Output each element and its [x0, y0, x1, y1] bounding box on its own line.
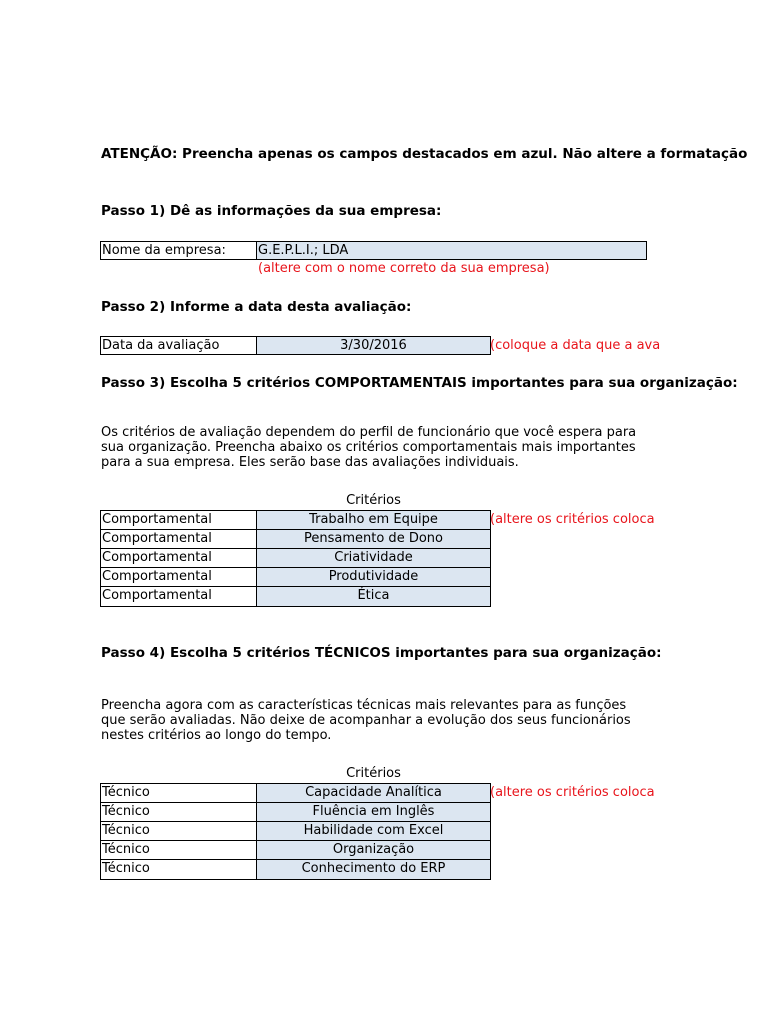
- technical-criteria-note: (altere os critérios coloca: [490, 785, 655, 800]
- company-name-note: (altere com o nome correto da sua empresa): [258, 261, 550, 276]
- criteria-input[interactable]: Pensamento de Dono: [256, 529, 491, 549]
- criteria-type-cell: Técnico: [100, 840, 257, 860]
- step1-title: Passo 1) Dê as informações da sua empresa:: [101, 203, 442, 219]
- criteria-input[interactable]: Capacidade Analítica: [256, 783, 491, 803]
- criteria-type-cell: Técnico: [100, 821, 257, 841]
- criteria-type-cell: Comportamental: [100, 510, 257, 530]
- company-name-input[interactable]: G.E.P.L.I.; LDA: [256, 241, 647, 260]
- criteria-input[interactable]: Organização: [256, 840, 491, 860]
- criteria-input[interactable]: Habilidade com Excel: [256, 821, 491, 841]
- step3-criteria-header: Critérios: [346, 493, 401, 508]
- step4-title: Passo 4) Escolha 5 critérios TÉCNICOS importantes para sua organização:: [101, 645, 662, 661]
- step3-paragraph: Os critérios de avaliação dependem do perfil de funcionário que você espera para sua organização. Preencha abaixo os critérios comportamentais mais importantes para a sua empresa. Eles serão base das avaliações individuais.: [101, 425, 637, 470]
- evaluation-date-input[interactable]: 3/30/2016: [256, 336, 491, 355]
- evaluation-date-note: (coloque a data que a ava: [490, 338, 661, 353]
- step3-title: Passo 3) Escolha 5 critérios COMPORTAMENTAIS importantes para sua organização:: [101, 375, 738, 391]
- step4-criteria-header: Critérios: [346, 766, 401, 781]
- criteria-input[interactable]: Criatividade: [256, 548, 491, 568]
- criteria-input[interactable]: Fluência em Inglês: [256, 802, 491, 822]
- step2-title: Passo 2) Informe a data desta avaliação:: [101, 299, 412, 315]
- criteria-type-cell: Técnico: [100, 783, 257, 803]
- criteria-type-cell: Comportamental: [100, 529, 257, 549]
- evaluation-date-label: Data da avaliação: [100, 336, 257, 355]
- behavioral-criteria-note: (altere os critérios coloca: [490, 512, 655, 527]
- criteria-type-cell: Comportamental: [100, 567, 257, 587]
- criteria-input[interactable]: Ética: [256, 586, 491, 607]
- criteria-type-cell: Comportamental: [100, 586, 257, 607]
- criteria-type-cell: Comportamental: [100, 548, 257, 568]
- criteria-type-cell: Técnico: [100, 802, 257, 822]
- company-name-label: Nome da empresa:: [100, 241, 257, 260]
- criteria-type-cell: Técnico: [100, 859, 257, 880]
- step4-paragraph: Preencha agora com as características técnicas mais relevantes para as funções que serão avaliadas. Não deixe de acompanhar a evolução dos seus funcionários nestes critérios ao longo do tempo.: [101, 698, 631, 743]
- attention-text: ATENÇÃO: Preencha apenas os campos destacados em azul. Não altere a formatação: [101, 146, 748, 162]
- criteria-input[interactable]: Produtividade: [256, 567, 491, 587]
- criteria-input[interactable]: Trabalho em Equipe: [256, 510, 491, 530]
- criteria-input[interactable]: Conhecimento do ERP: [256, 859, 491, 880]
